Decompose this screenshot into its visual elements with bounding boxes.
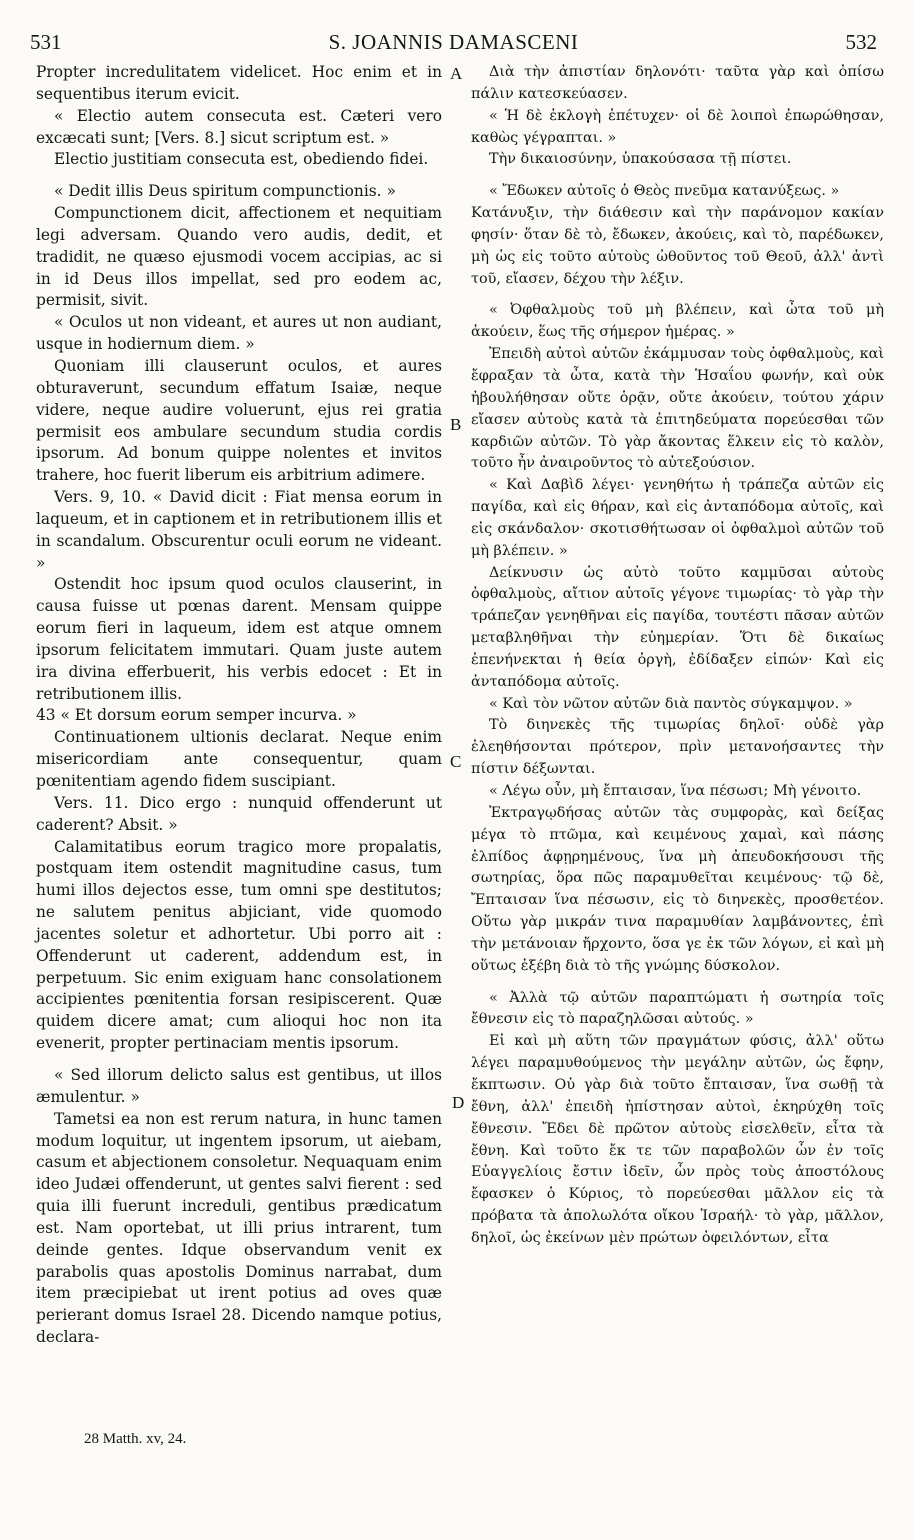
page-header <box>30 30 877 58</box>
greek-column <box>471 62 884 1250</box>
page-number-left: 531 <box>30 30 62 54</box>
paragraph: Tametsi ea non est rerum natura, in hunc tamen modum loquitur, ut ingentem ipsorum, ut aiebam, casum et abjectionem consoletur. Nequaquam enim ideo Judæi offenderunt, ut gentes salvi fierent : sed quia illi fuerunt increduli, gentibus prædicatum est. Nam oportebat, ut illi prius intrarent, tum deinde gentes. Idque observandum venit ex parabolis quas apostolis Dominus narrabat, dum item præcipiebat ut irent potius ad oves quæ perierant domus Israel 28. Dicendo namque potius, declara- <box>36 1109 442 1347</box>
paragraph: « Oculos ut non videant, et aures ut non audiant, usque in hodiernum diem. » <box>36 313 442 354</box>
margin-letter-c: C <box>450 752 462 771</box>
paragraph: « Ἔδωκεν αὐτοῖς ὁ Θεὸς πνεῦμα κατανύξεως. » <box>489 183 840 200</box>
paragraph: « Ἡ δὲ ἐκλογὴ ἐπέτυχεν· οἱ δὲ λοιποὶ ἐπωρώθησαν, καθὼς γέγραπται. » <box>471 107 884 146</box>
paragraph: « Καὶ Δαβὶδ λέγει· γενηθήτω ἡ τράπεζα αὐτῶν εἰς παγίδα, καὶ εἰς θήραν, καὶ εἰς ἀνταπόδομα αὐτοῖς, καὶ εἰς σκάνδαλον· σκοτισθήτωσαν οἱ ὀφθαλμοὶ αὐτῶν τοῦ μὴ βλέπειν. » <box>471 477 884 559</box>
paragraph: « Ἀλλὰ τῷ αὐτῶν παραπτώματι ἡ σωτηρία τοῖς ἔθνεσιν εἰς τὸ παραζηλῶσαι αὐτούς. » <box>471 989 884 1028</box>
paragraph: « Ὀφθαλμοὺς τοῦ μὴ βλέπειν, καὶ ὦτα τοῦ μὴ ἀκούειν, ἕως τῆς σήμερον ἡμέρας. » <box>471 302 884 341</box>
margin-letter-d: D <box>452 1093 465 1112</box>
paragraph: Quoniam illi clauserunt oculos, et aures obturaverunt, secundum effatum Isaiæ, neque videre, neque audire voluerunt, ejus rei gratia permisit eos ambulare secundum studia cordis ipsorum. Ad bonum quippe nolentes et invitos trahere, hoc fuerit liberum eis arbitrium adimere. <box>36 356 442 485</box>
paragraph: Electio justitiam consecuta est, obediendo fidei. <box>54 150 429 169</box>
paragraph: Ostendit hoc ipsum quod oculos clauserint, in causa fuisse ut pœnas darent. Mensam quippe eorum fieri in laqueum, idem est atque omnem ipsorum felicitatem immutari. Quam juste autem ira divina efferbuerit, his verbis edocet : Et in retributionem illis. <box>36 575 442 703</box>
paragraph: « Λέγω οὖν, μὴ ἔπταισαν, ἵνα πέσωσι; Μὴ γένοιτο. <box>489 783 862 799</box>
paragraph: « Καὶ τὸν νῶτον αὐτῶν διὰ παντὸς σύγκαμψον. » <box>489 695 853 712</box>
paragraph: Τὴν δικαιοσύνην, ὑπακούσασα τῇ πίστει. <box>489 151 792 168</box>
paragraph: Propter incredulitatem videlicet. Hoc enim et in sequentibus iterum evicit. <box>36 63 442 103</box>
margin-letter-a: A <box>450 64 463 83</box>
paragraph: 43 « Et dorsum eorum semper incurva. » <box>36 706 357 725</box>
paragraph: Τὸ διηνεκὲς τῆς τιμωρίας δηλοῖ· οὐδὲ γὰρ ἐλεηθήσονται πρότερον, πρὶν μετανοήσαντες τὴν πίστιν δέξωνται. <box>471 717 884 778</box>
paragraph: Ἐπειδὴ αὐτοὶ αὐτῶν ἐκάμμυσαν τοὺς ὀφθαλμοὺς, καὶ ἔφραξαν τὰ ὦτα, κατὰ τὴν Ἡσαΐου φωνήν, καὶ οὐκ ἠβουλήθησαν οὔτε ὁρᾷν, οὔτε ἀκούειν, τούτου χάριν εἴασεν αὐτοὺς κατὰ τὰ ἐπιτηδεύματα πορεύεσθαι τῶν καρδιῶν αὐτῶν. Τὸ γὰρ ἄκοντας ἕλκειν εἰς τὸ καλὸν, τοῦτο ἦν ἀναιροῦντος τὸ αὐτεξούσιον. <box>471 346 884 472</box>
paragraph: « Electio autem consecuta est. Cæteri vero excæcati sunt; [Vers. 8.] sicut scriptum est. » <box>36 106 442 147</box>
paragraph: Εἰ καὶ μὴ αὕτη τῶν πραγμάτων φύσις, ἀλλ' οὕτω λέγει παραμυθούμενος τὴν μεγάλην αὐτῶν, ὡς ἔφην, ἔκπτωσιν. Οὐ γὰρ διὰ τοῦτο ἔπταισαν, ἵνα σωθῇ τὰ ἔθνη, ἀλλ' ἐπειδὴ ἠπίστησαν αὐτοὶ, ἐκηρύχθη τοῖς ἔθνεσιν. Ἔδει δὲ πρῶτον αὐτοὺς εἰσελθεῖν, εἶτα τὰ ἔθνη. Καὶ τοῦτο ἔκ τε τῶν παραβολῶν ὧν ἐν τοῖς Εὐαγγελίοις ἔστιν ἰδεῖν, ὧν πρὸς τοὺς ἀποστόλους ἔφασκεν ὁ Κύριος, τὸ πορεύεσθαι μᾶλλον εἰς τὰ πρόβατα τὰ ἀπολωλότα οἴκου Ἰσραήλ· τὸ γὰρ, μᾶλλον, δηλοῖ, ὡς ἐκείνων μὲν πρώτων ὀφειλόντων, εἶτα <box>471 1033 884 1246</box>
paragraph: Continuationem ultionis declarat. Neque enim misericordiam ante consequentur, quam pœnitentiam agendo fidem suscipiant. <box>36 728 442 790</box>
page-number-right: 532 <box>845 30 877 54</box>
paragraph: « Dedit illis Deus spiritum compunctionis. » <box>54 182 396 201</box>
margin-letter-b: B <box>450 415 462 434</box>
paragraph: Δείκνυσιν ὡς αὐτὸ τοῦτο καμμῦσαι αὐτοὺς ὀφθαλμοὺς, αἴτιον αὐτοῖς γέγονε τιμωρίας· τὸ γὰρ τὴν τράπεζαν γενηθῆναι εἰς παγίδα, τουτέστι πᾶσαν αὐτῶν μεταβληθῆναι τὴν εὐημερίαν. Ὅτι δὲ δικαίως ἐπενήνεκται ἡ θεία ὀργὴ, ἐδίδαξεν εἰπών· Καὶ εἰς ἀνταπόδομα αὐτοῖς. <box>471 564 884 690</box>
paragraph: Vers. 9, 10. « David dicit : Fiat mensa eorum in laqueum, et in captionem et in retributionem illis et in scandalum. Obscurentur oculi eorum ne videant. » <box>36 488 442 572</box>
paragraph: « Sed illorum delicto salus est gentibus, ut illos æmulentur. » <box>36 1065 442 1106</box>
running-title: S. JOANNIS DAMASCENI <box>328 30 579 54</box>
paragraph: Compunctionem dicit, affectionem et nequitiam legi adversam. Quando vero audis, dedit, et tradidit, ne quæso ejusmodi vocem accipias, ac si in id Deus illos impellat, sed pro eodem ac, permisit, sivit. <box>36 204 442 310</box>
footnote: 28 Matth. xv, 24. <box>84 1431 187 1447</box>
paragraph: Διὰ τὴν ἀπιστίαν δηλονότι· ταῦτα γὰρ καὶ ὀπίσω πάλιν κατεσκεύασεν. <box>471 64 884 102</box>
latin-column <box>36 62 442 1349</box>
paragraph: Calamitatibus eorum tragico more propalatis, postquam item ostendit magnitudine casus, tum humi illos dejectos esse, tum omni spe destitutos; ne salutem penitus abjiciant, vide quomodo jacentes soletur et adhortetur. Ubi porro ait : Offenderunt ut caderent, addendum est, in perpetuum. Sic enim exiguam hanc consolationem accipientes pœnitentia forsan resipiscerent. Quæ quidem dicere amat; cum alioqui hoc non ita evenerit, propter pertinaciam mentis ipsorum. <box>36 837 442 1053</box>
paragraph: Κατάνυξιν, τὴν διάθεσιν καὶ τὴν παράνομον κακίαν φησίν· ὅταν δὲ τὸ, ἔδωκεν, ἀκούεις, καὶ τὸ, παρέδωκεν, μὴ ὡς εἰς τοῦτο αὐτοὺς ὠθοῦντος τοῦ Θεοῦ, ἀλλ' ἀντὶ τοῦ, εἴασεν, δέχου τὴν λέξιν. <box>471 205 884 287</box>
paragraph: Ἐκτραγῳδήσας αὐτῶν τὰς συμφορὰς, καὶ δείξας μέγα τὸ πτῶμα, καὶ κειμένους χαμαὶ, καὶ πάσης ἐλπίδος ἀφῃρημένους, ἵνα μὴ ἀπευδοκήσουσι τῆς σωτηρίας, ὅρα πῶς παραμυθεῖται κειμένους· τῷ δὲ, Ἔπταισαν ἵνα πέσωσιν, εἰς τὸ διηνεκὲς, προσθετέον. Οὕτω γὰρ μικράν τινα παραμυθίαν λαμβάνοντες, ἐπὶ τὴν μετάνοιαν ἤρχοντο, ὅσα γε ἐκ τῶν λόγων, εἰ καὶ μὴ οὕτως ἐξέβη διὰ τὸ τῆς γνώμης δύσκολον. <box>471 804 884 974</box>
paragraph: Vers. 11. Dico ergo : nunquid offenderunt ut caderent? Absit. » <box>36 793 442 834</box>
